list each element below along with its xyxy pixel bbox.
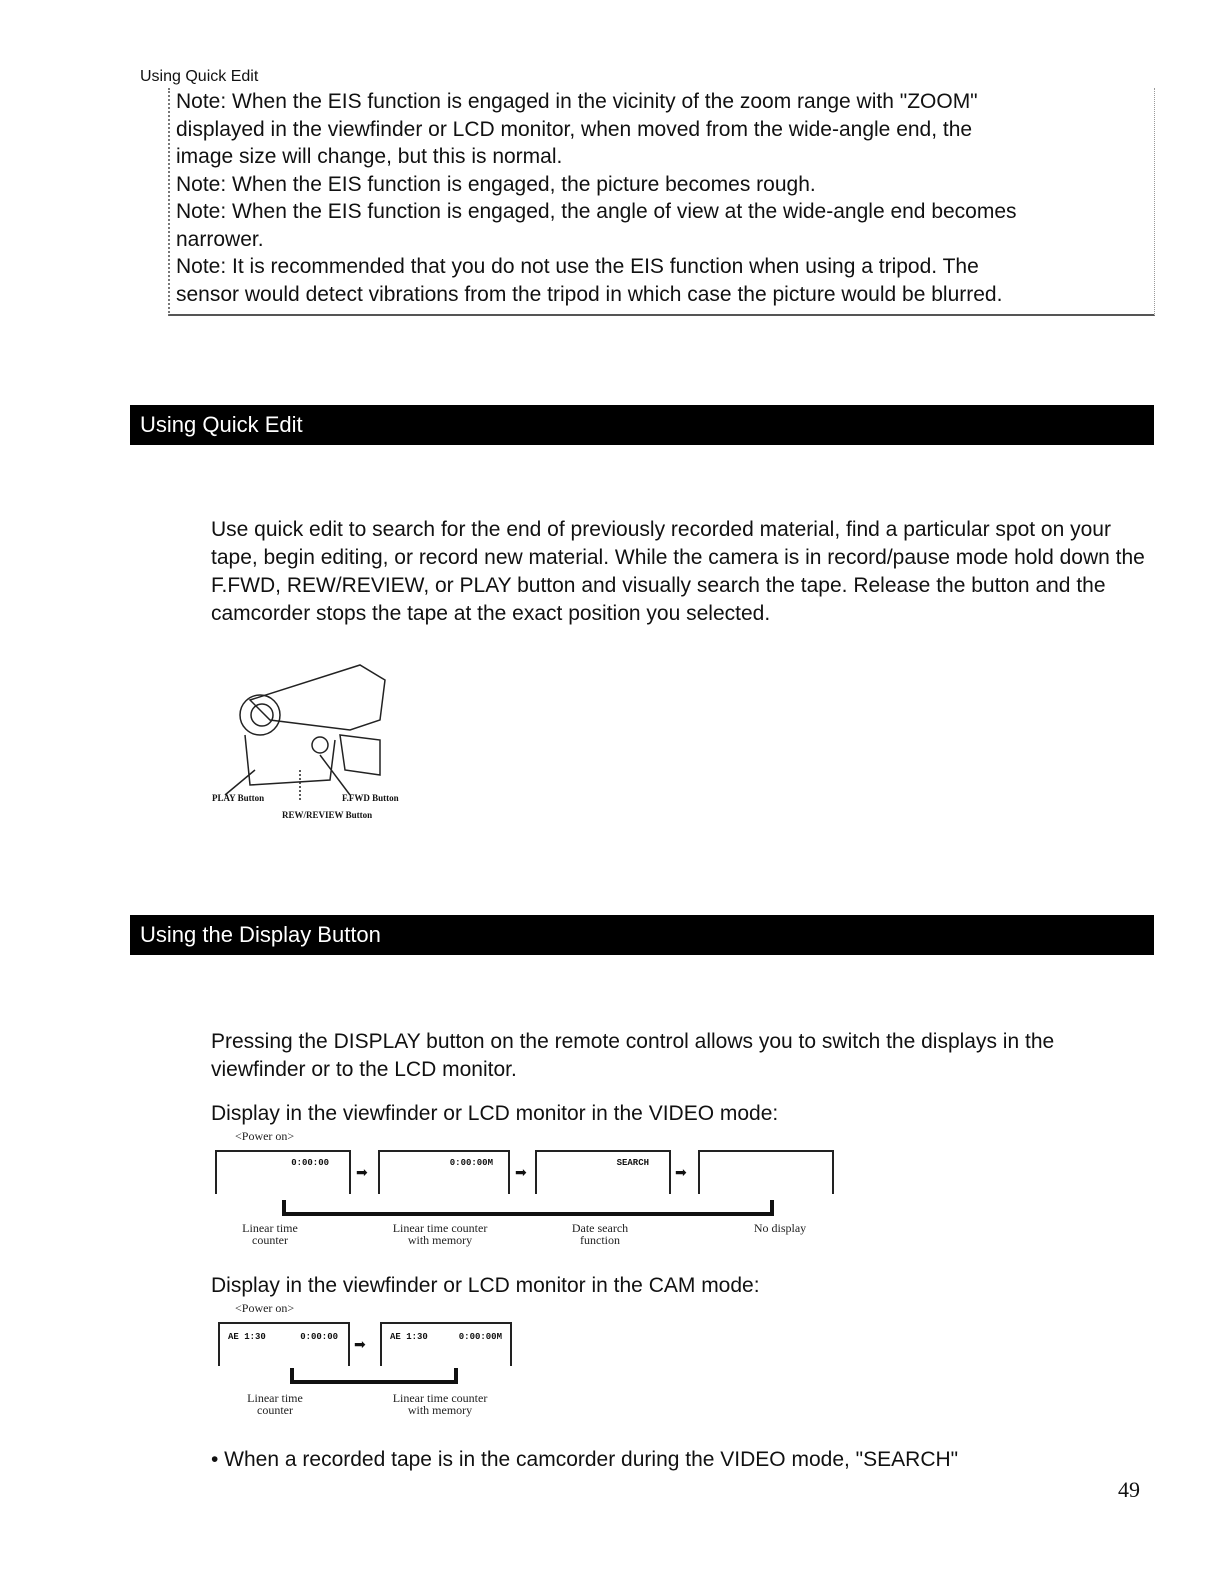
cam-mode-diagram <box>210 1300 520 1425</box>
screen-linear-counter <box>218 1322 350 1366</box>
screen-counter-memory <box>378 1150 510 1194</box>
ffwd-button-label: F.FWD Button <box>342 793 399 803</box>
arrow-icon: ➡ <box>354 1336 366 1352</box>
display-body: Pressing the DISPLAY button on the remote control allows you to switch the displays in the viewfinder or to the LCD monitor. <box>211 1030 1055 1081</box>
arrow-icon: ➡ <box>356 1164 368 1180</box>
label: Linear time counter with memory <box>392 1391 488 1417</box>
readout: 0:00:00M <box>458 1332 502 1342</box>
label: Date search function <box>571 1221 629 1247</box>
camcorder-illustration <box>210 660 410 830</box>
note-line: Note: When the EIS function is engaged, the angle of view at the wide-angle end becomes <box>176 200 1017 223</box>
ae-readout: AE 1:30 <box>228 1332 266 1342</box>
play-button-label: PLAY Button <box>212 793 265 803</box>
label: Linear time counter with memory <box>392 1221 488 1247</box>
arrow-icon: ➡ <box>515 1164 527 1180</box>
quick-edit-body: Use quick edit to search for the end of previously recorded material, find a particular spot on your tape, begin editing, or record new material. While the camera is in record/pause mode hold down the F.FWD, REW/REVIEW, or PLAY button and visually search the tape. Release the button and the camcorder stops the tape at the exact position you selected. <box>211 518 1145 625</box>
camcorder-drawing <box>210 660 410 800</box>
readout: SEARCH <box>616 1158 649 1168</box>
screen-no-display <box>698 1150 834 1194</box>
return-arrow-line <box>290 1368 458 1384</box>
ae-readout: AE 1:30 <box>390 1332 428 1342</box>
section-heading-display-button: Using the Display Button <box>130 915 1154 955</box>
note-line: Note: When the EIS function is engaged in the vicinity of the zoom range with "ZOOM" <box>176 90 978 113</box>
readout: 0:00:00 <box>300 1332 338 1342</box>
screen-date-search <box>535 1150 671 1194</box>
return-arrow-line <box>282 1200 774 1216</box>
video-mode-caption: Display in the viewfinder or LCD monitor in the VIDEO mode: <box>211 1102 779 1125</box>
notes-box <box>168 88 1155 316</box>
note-line: Note: When the EIS function is engaged, the picture becomes rough. <box>176 172 816 196</box>
note-line: image size will change, but this is normal. <box>176 145 563 168</box>
page-number: 49 <box>1118 1477 1140 1502</box>
screen-linear-counter <box>215 1150 351 1194</box>
video-mode-diagram <box>210 1128 840 1253</box>
label: Linear time counter <box>242 1221 298 1247</box>
label: Linear time counter <box>247 1391 303 1417</box>
note-line: displayed in the viewfinder or LCD monitor, when moved from the wide-angle end, the <box>176 117 973 141</box>
running-header: Using Quick Edit <box>140 68 259 85</box>
readout: 0:00:00 <box>291 1158 329 1168</box>
label: No display <box>753 1221 807 1235</box>
section-heading-quick-edit: Using Quick Edit <box>130 405 1154 445</box>
cam-mode-caption: Display in the viewfinder or LCD monitor in the CAM mode: <box>211 1274 760 1297</box>
note-line: narrower. <box>176 227 264 251</box>
readout: 0:00:00M <box>449 1158 493 1168</box>
arrow-icon: ➡ <box>675 1164 687 1180</box>
power-on-label: <Power on> <box>235 1129 295 1143</box>
screen-counter-memory <box>380 1322 512 1366</box>
note-line: Note: It is recommended that you do not use the EIS function when using a tripod. The <box>176 255 979 278</box>
power-on-label: <Power on> <box>235 1301 295 1315</box>
note-line: sensor would detect vibrations from the tripod in which case the picture would be blurred. <box>176 282 1003 306</box>
rew-review-button-label: REW/REVIEW Button <box>282 810 373 820</box>
search-bullet: • When a recorded tape is in the camcorder during the VIDEO mode, "SEARCH" <box>211 1448 959 1471</box>
